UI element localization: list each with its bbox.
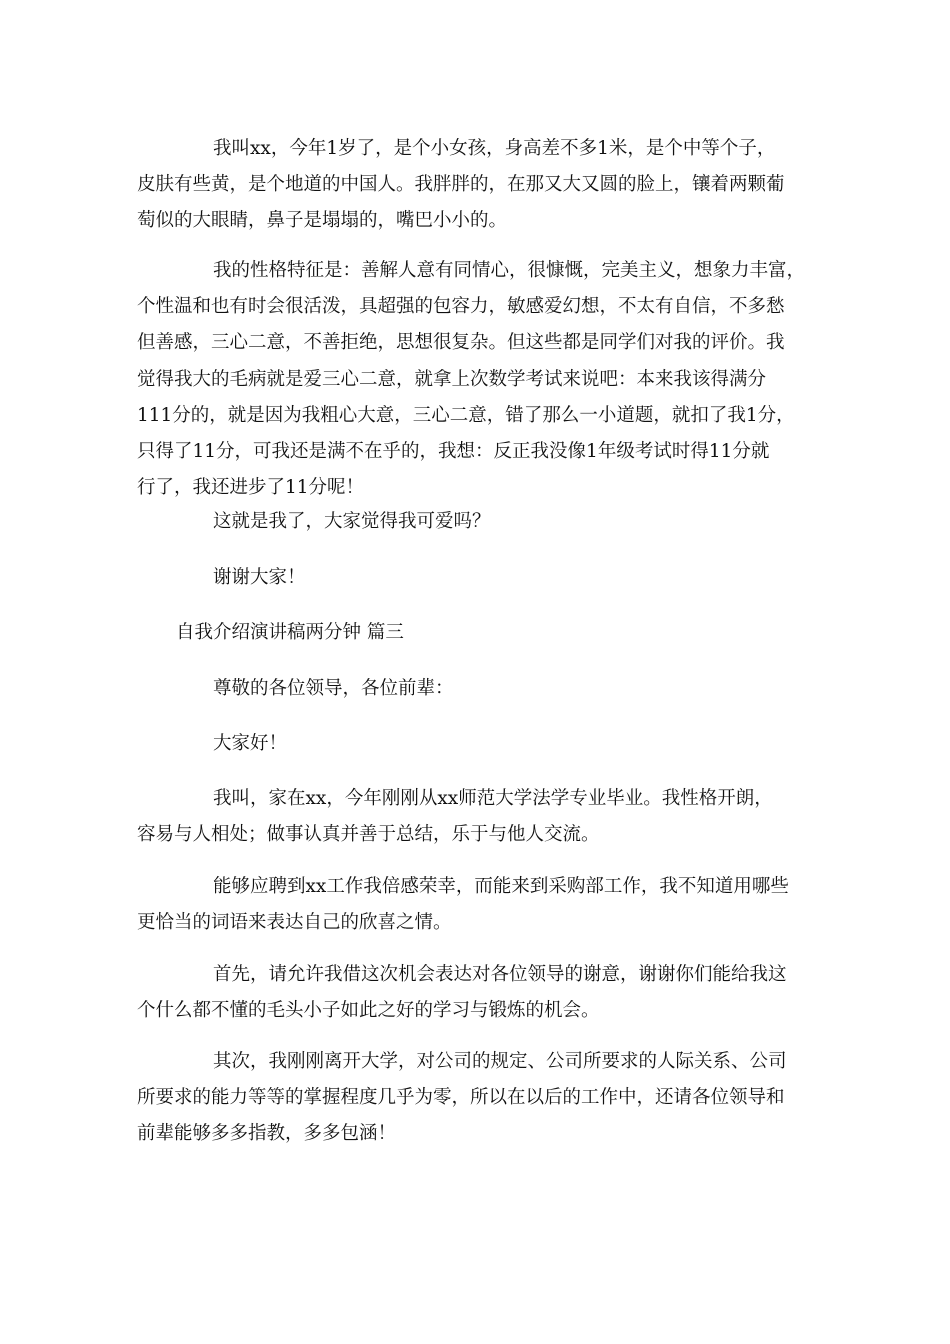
paragraph-hello [137, 726, 823, 762]
text-line: 其次，我刚刚离开大学，对公司的规定、公司所要求的人际关系、公司 [213, 1051, 787, 1072]
paragraph-personality [137, 253, 823, 506]
text-line: 我叫xx，今年1岁了，是个小女孩，身高差不多1米，是个中等个子， [213, 138, 776, 159]
text-line: 大家好！ [213, 733, 288, 754]
paragraph-honored [137, 869, 823, 941]
paragraph-greeting-leaders [137, 671, 823, 707]
text-line: 萄似的大眼睛，鼻子是塌塌的，嘴巴小小的。 [137, 210, 508, 232]
text-line: 能够应聘到xx工作我倍感荣幸，而能来到采购部工作，我不知道用哪些 [213, 876, 789, 897]
text-line: 尊敬的各位领导，各位前辈： [213, 678, 454, 699]
text-line: 个性温和也有时会很活泼，具超强的包容力，敏感爱幻想，不太有自信，不多愁 [137, 296, 785, 318]
text-line: 行了，我还进步了11分呢！ [137, 477, 365, 499]
paragraph-introduction [137, 781, 823, 853]
text-line: 只得了11分，可我还是满不在乎的，我想：反正我没像1年级考试时得11分就 [137, 441, 770, 463]
paragraph-closing-question [137, 504, 823, 540]
text-line: 所要求的能力等等的掌握程度几乎为零，所以在以后的工作中，还请各位领导和 [137, 1087, 785, 1109]
paragraph-thanks [137, 560, 823, 596]
text-line: 前辈能够多多指教，多多包涵！ [137, 1123, 397, 1145]
text-line: 谢谢大家！ [213, 567, 306, 588]
text-line: 觉得我大的毛病就是爱三心二意，就拿上次数学考试来说吧：本来我该得满分 [137, 368, 767, 390]
text-line: 容易与人相处；做事认真并善于总结，乐于与他人交流。 [137, 824, 600, 846]
text-line: 但善感，三心二意，不善拒绝，思想很复杂。但这些都是同学们对我的评价。我 [137, 332, 785, 354]
text-line: 首先，请允许我借这次机会表达对各位领导的谢意，谢谢你们能给我这 [213, 964, 787, 985]
text-line: 这就是我了，大家觉得我可爱吗？ [213, 511, 491, 532]
paragraph-self-description [137, 131, 823, 240]
text-line: 111分的，就是因为我粗心大意，三心二意，错了那么一小道题，就扣了我1分， [137, 404, 795, 426]
text-line: 个什么都不懂的毛头小子如此之好的学习与锻炼的机会。 [137, 1000, 600, 1022]
section-heading: 自我介绍演讲稿两分钟 篇三 [176, 622, 404, 643]
paragraph-secondly [137, 1044, 823, 1153]
text-line: 皮肤有些黄，是个地道的中国人。我胖胖的，在那又大又圆的脸上，镶着两颗葡 [137, 174, 785, 196]
paragraph-firstly [137, 957, 823, 1029]
text-line: 更恰当的词语来表达自己的欣喜之情。 [137, 912, 452, 934]
text-line: 我叫，家在xx，今年刚刚从xx师范大学法学专业毕业。我性格开朗， [213, 788, 773, 809]
text-line: 我的性格特征是：善解人意有同情心，很慷慨，完美主义，想象力丰富， [213, 260, 806, 281]
